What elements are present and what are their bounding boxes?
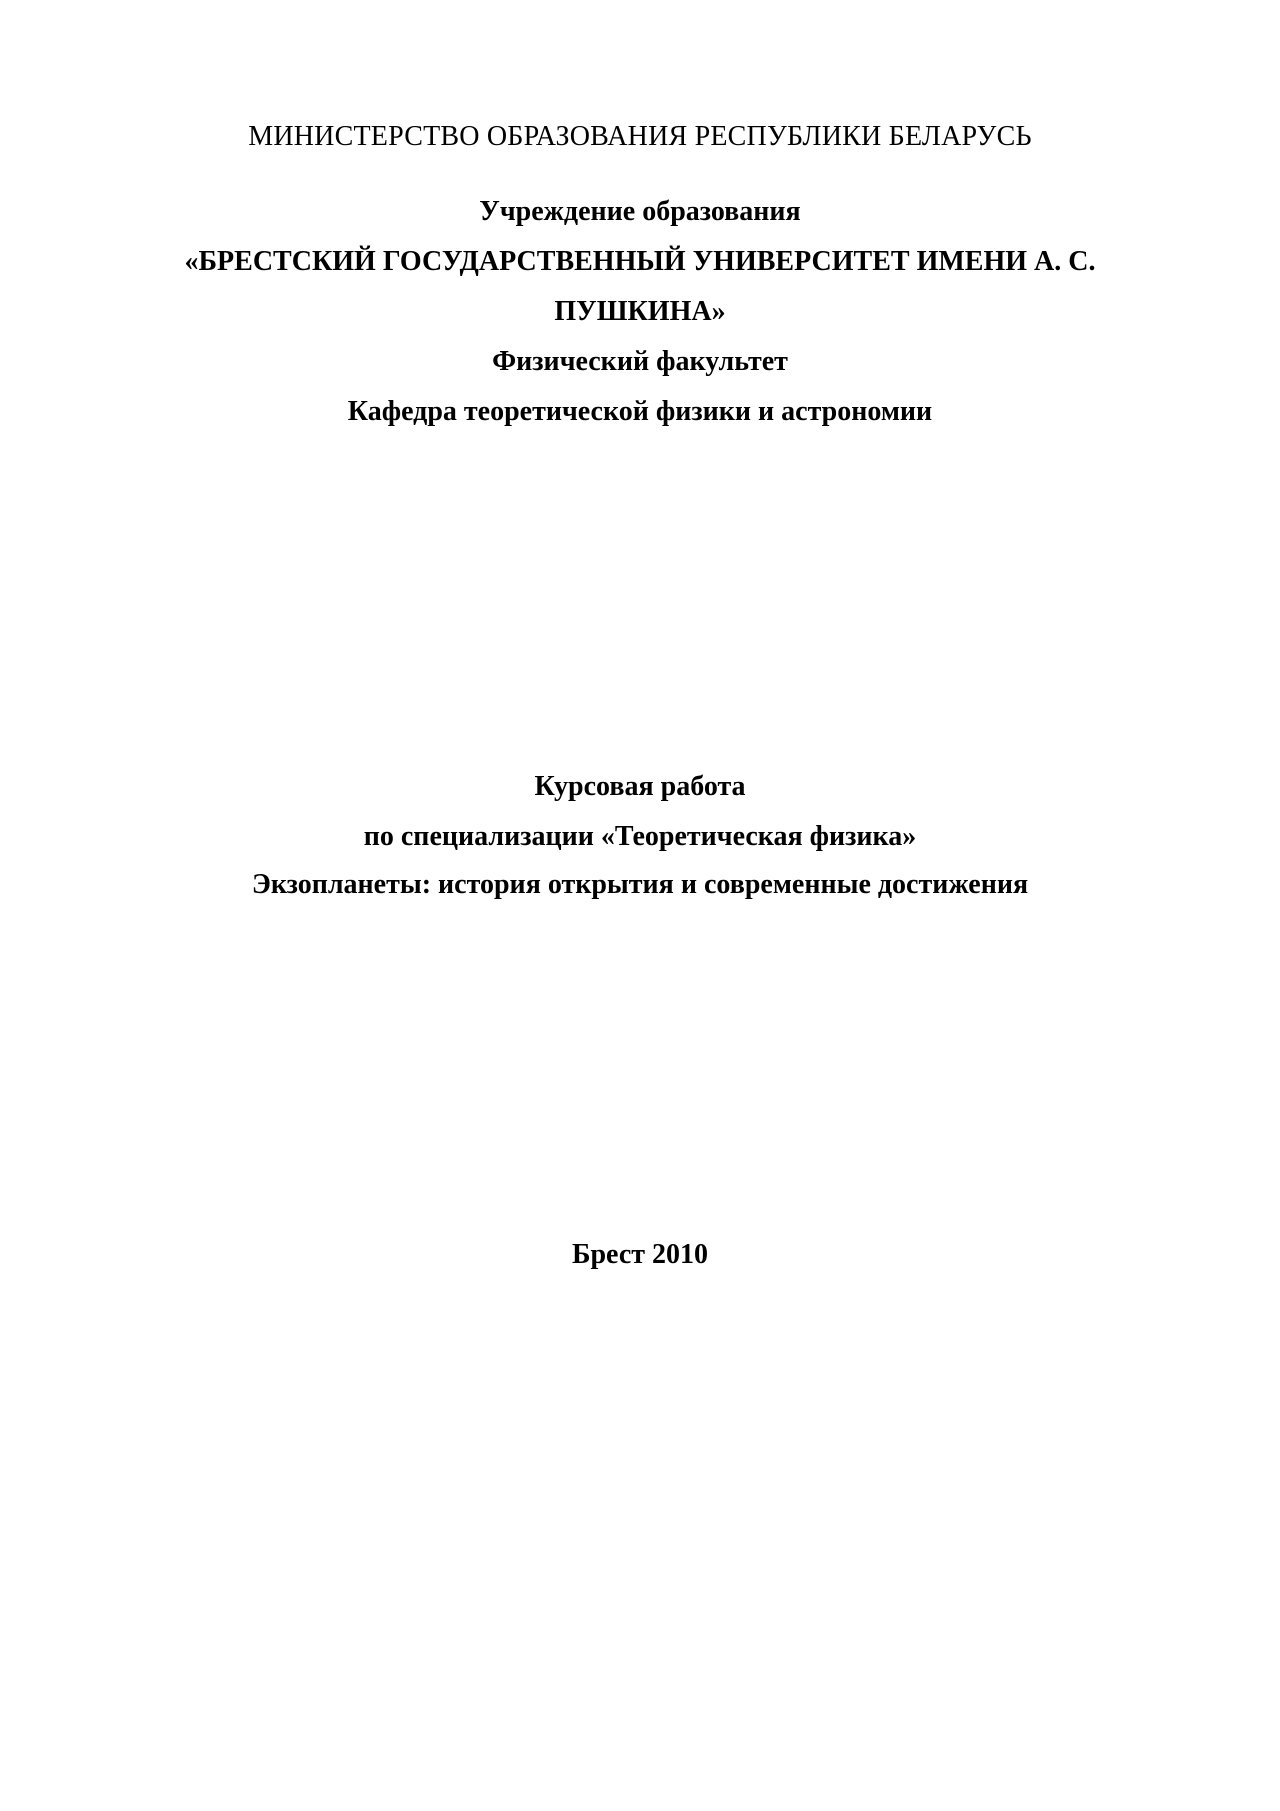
city-and-year: Брест 2010 <box>571 1239 709 1270</box>
specialization-line: по специализации «Теоретическая физика» <box>363 821 917 852</box>
institution-type: Учреждение образования <box>479 196 801 227</box>
faculty-name: Физический факультет <box>492 346 788 377</box>
university-name-line1: «БРЕСТСКИЙ ГОСУДАРСТВЕННЫЙ УНИВЕРСИТЕТ ИМЕНИ А. С. <box>184 246 1096 277</box>
work-type-title: Курсовая работа <box>534 771 746 802</box>
university-name-line2: ПУШКИНА» <box>554 296 726 327</box>
ministry-heading: МИНИСТЕРСТВО ОБРАЗОВАНИЯ РЕСПУБЛИКИ БЕЛАРУСЬ <box>248 121 1032 152</box>
topic-title: Экзопланеты: история открытия и современные достижения <box>251 869 1029 900</box>
chair-name: Кафедра теоретической физики и астрономии <box>347 396 933 427</box>
